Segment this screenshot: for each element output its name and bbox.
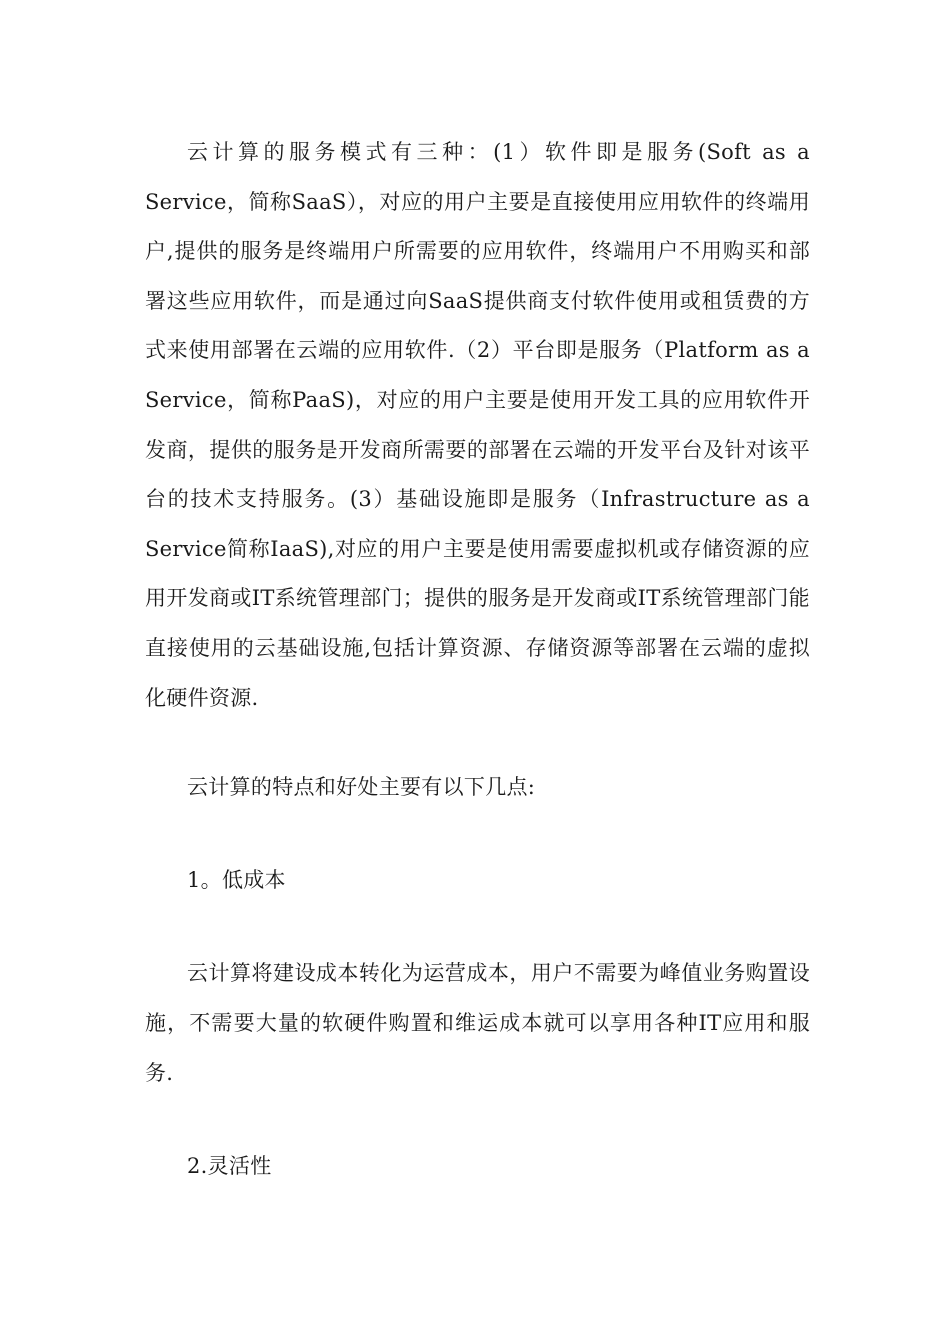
heading-flexibility: 2.灵活性 <box>187 1154 272 1179</box>
paragraph-service-models: 云计算的服务模式有三种：(1）软件即是服务(Soft as a Service，简称SaaS），对应的用户主要是直接使用应用软件的终端用户,提供的服务是终端用户所需要的应用软件，终端用户不用购买和部署这些应用软件，而是通过向SaaS提供商支付软件使用或租赁费的方式来使用部署在云端的应用软件.（2）平台即是服务（Platform as a Service，简称PaaS)，对应的用户主要是使用开发工具的应用软件开发商，提供的服务是开发商所需要的部署在云端的开发平台及针对该平台的技术支持服务。(3）基础设施即是服务（Infrastructure as a Service简称IaaS),对应的用户主要是使用需要虚拟机或存储资源的应用开发商或IT系统管理部门；提供的服务是开发商或IT系统管理部门能直接使用的云基础设施,包括计算资源、存储资源等部署在云端的虚拟化硬件资源. <box>145 140 810 710</box>
paragraph-features-intro: 云计算的特点和好处主要有以下几点: <box>187 775 536 800</box>
heading-low-cost: 1。低成本 <box>187 867 286 892</box>
document-body <box>145 128 810 1192</box>
paragraph-low-cost: 云计算将建设成本转化为运营成本，用户不需要为峰值业务购置设施，不需要大量的软硬件购置和维运成本就可以享用各种IT应用和服务. <box>145 961 810 1085</box>
